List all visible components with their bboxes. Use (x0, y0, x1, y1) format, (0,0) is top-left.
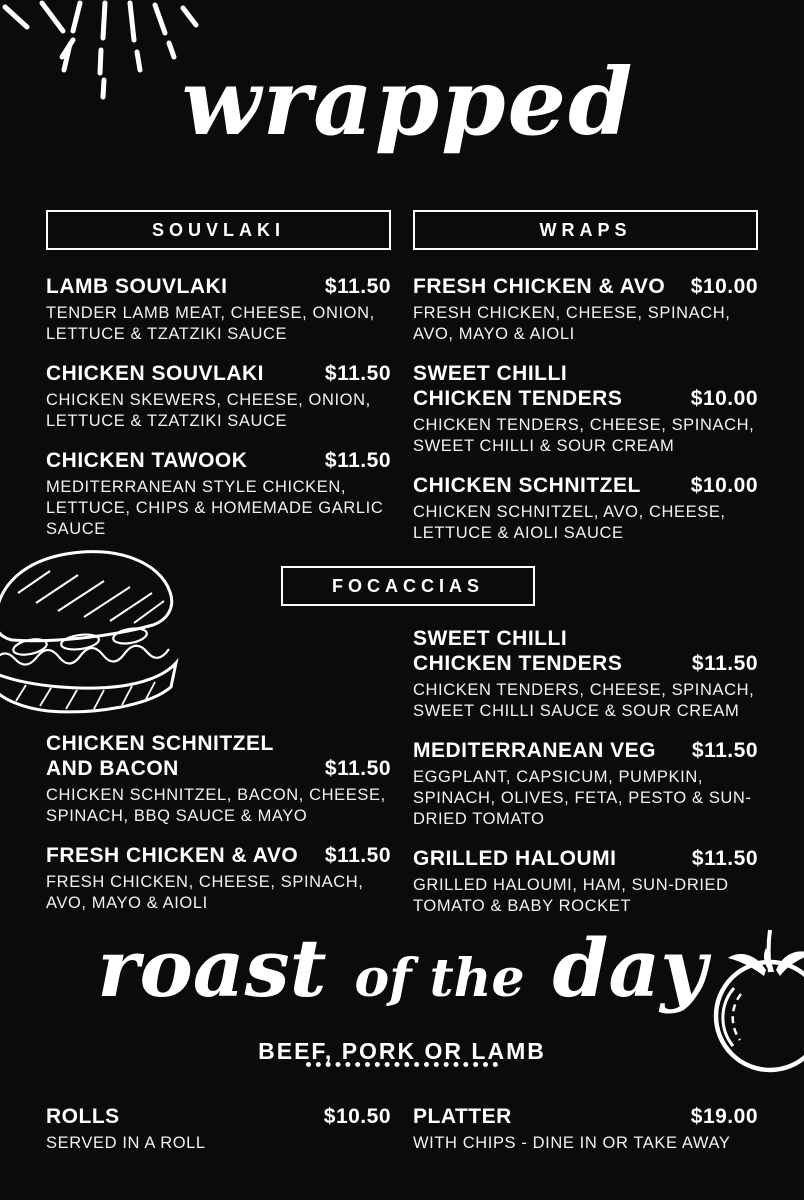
menu-item (413, 626, 758, 722)
item-desc: FRESH CHICKEN, CHEESE, SPINACH, AVO, MAYO & AIOLI (413, 304, 731, 343)
menu-item (46, 361, 391, 432)
item-desc: SERVED IN A ROLL (46, 1134, 206, 1152)
item-desc: GRILLED HALOUMI, HAM, SUN-DRIED TOMATO & BABY ROCKET (413, 876, 729, 915)
item-desc: CHICKEN TENDERS, CHEESE, SPINACH, SWEET CHILLI SAUCE & SOUR CREAM (413, 681, 755, 720)
item-price: $19.00 (690, 1105, 758, 1128)
section-label-wraps: WRAPS (539, 219, 632, 240)
menu-item (46, 843, 391, 914)
item-desc: FRESH CHICKEN, CHEESE, SPINACH, AVO, MAYO & AIOLI (46, 873, 364, 912)
souvlaki-header-box (46, 210, 391, 250)
item-price: $11.50 (691, 739, 758, 762)
menu-item (46, 448, 391, 540)
menu-item (413, 274, 758, 345)
menu-item (413, 738, 758, 830)
roast-subtitle: BEEF, PORK OR LAMB (258, 1038, 546, 1064)
item-price: $11.50 (324, 362, 391, 385)
item-desc: CHICKEN TENDERS, CHEESE, SPINACH, SWEET CHILLI & SOUR CREAM (413, 416, 755, 455)
item-desc: CHICKEN SCHNITZEL, AVO, CHEESE, LETTUCE & AIOLI SAUCE (413, 503, 726, 542)
item-name-line2: CHICKEN TENDERS (413, 652, 623, 675)
item-price: $10.50 (323, 1105, 391, 1128)
item-name: CHICKEN TAWOOK (46, 449, 248, 472)
item-price: $11.50 (324, 757, 391, 780)
item-name: FRESH CHICKEN & AVO (413, 275, 666, 298)
item-price: $10.00 (690, 387, 758, 410)
item-desc: EGGPLANT, CAPSICUM, PUMPKIN, SPINACH, OLIVES, FETA, PESTO & SUN-DRIED TOMATO (413, 768, 752, 828)
item-name: CHICKEN SOUVLAKI (46, 362, 265, 385)
item-price: $10.00 (690, 275, 758, 298)
item-price: $11.50 (324, 844, 391, 867)
item-name: CHICKEN SCHNITZEL (413, 474, 641, 497)
item-price: $11.50 (324, 449, 391, 472)
item-name-line2: AND BACON (46, 757, 179, 780)
item-name: FRESH CHICKEN & AVO (46, 844, 299, 867)
item-name: PLATTER (413, 1105, 512, 1128)
item-name-line2: CHICKEN TENDERS (413, 387, 623, 410)
item-name: LAMB SOUVLAKI (46, 275, 228, 298)
item-name: GRILLED HALOUMI (413, 847, 617, 870)
wraps-section (413, 210, 758, 544)
dotted-divider (306, 1062, 498, 1067)
item-price: $11.50 (324, 275, 391, 298)
item-name: SWEET CHILLI (413, 627, 568, 650)
item-desc: CHICKEN SCHNITZEL, BACON, CHEESE, SPINACH, BBQ SAUCE & MAYO (46, 786, 386, 825)
item-name: MEDITERRANEAN VEG (413, 739, 657, 762)
roast-title-part3: day (552, 921, 707, 1015)
item-price: $11.50 (691, 652, 758, 675)
menu-item (413, 473, 758, 544)
menu-item (413, 846, 758, 917)
roast-title-part1: roast (97, 921, 327, 1015)
souvlaki-section (46, 210, 391, 540)
menu-item (46, 1104, 391, 1154)
item-desc: WITH CHIPS - DINE IN OR TAKE AWAY (413, 1134, 731, 1152)
platter-item (413, 1104, 758, 1154)
item-name: CHICKEN SCHNITZEL (46, 732, 274, 755)
item-price: $11.50 (691, 847, 758, 870)
menu-item (413, 1104, 758, 1154)
roast-title (0, 916, 804, 1031)
menu-item (46, 731, 391, 827)
focaccias-left-column (46, 731, 391, 914)
item-name: ROLLS (46, 1105, 120, 1128)
roast-title-part2: of the (354, 948, 525, 1009)
item-price: $10.00 (690, 474, 758, 497)
section-label-souvlaki: SOUVLAKI (151, 219, 285, 240)
focaccias-right-column (413, 626, 758, 917)
item-desc: TENDER LAMB MEAT, CHEESE, ONION, LETTUCE & TZATZIKI SAUCE (46, 304, 375, 343)
wraps-header-box (413, 210, 758, 250)
item-desc: MEDITERRANEAN STYLE CHICKEN, LETTUCE, CHIPS & HOMEMADE GARLIC SAUCE (46, 478, 384, 538)
item-desc: CHICKEN SKEWERS, CHEESE, ONION, LETTUCE & TZATZIKI SAUCE (46, 391, 371, 430)
menu-item (413, 361, 758, 457)
rolls-item (46, 1104, 391, 1154)
sandwich-illustration (0, 535, 197, 725)
section-label-focaccias: FOCACCIAS (332, 575, 484, 596)
focaccias-header-box (281, 566, 535, 606)
menu-item (46, 274, 391, 345)
item-name: SWEET CHILLI (413, 362, 568, 385)
page-title: wrapped (181, 48, 635, 156)
